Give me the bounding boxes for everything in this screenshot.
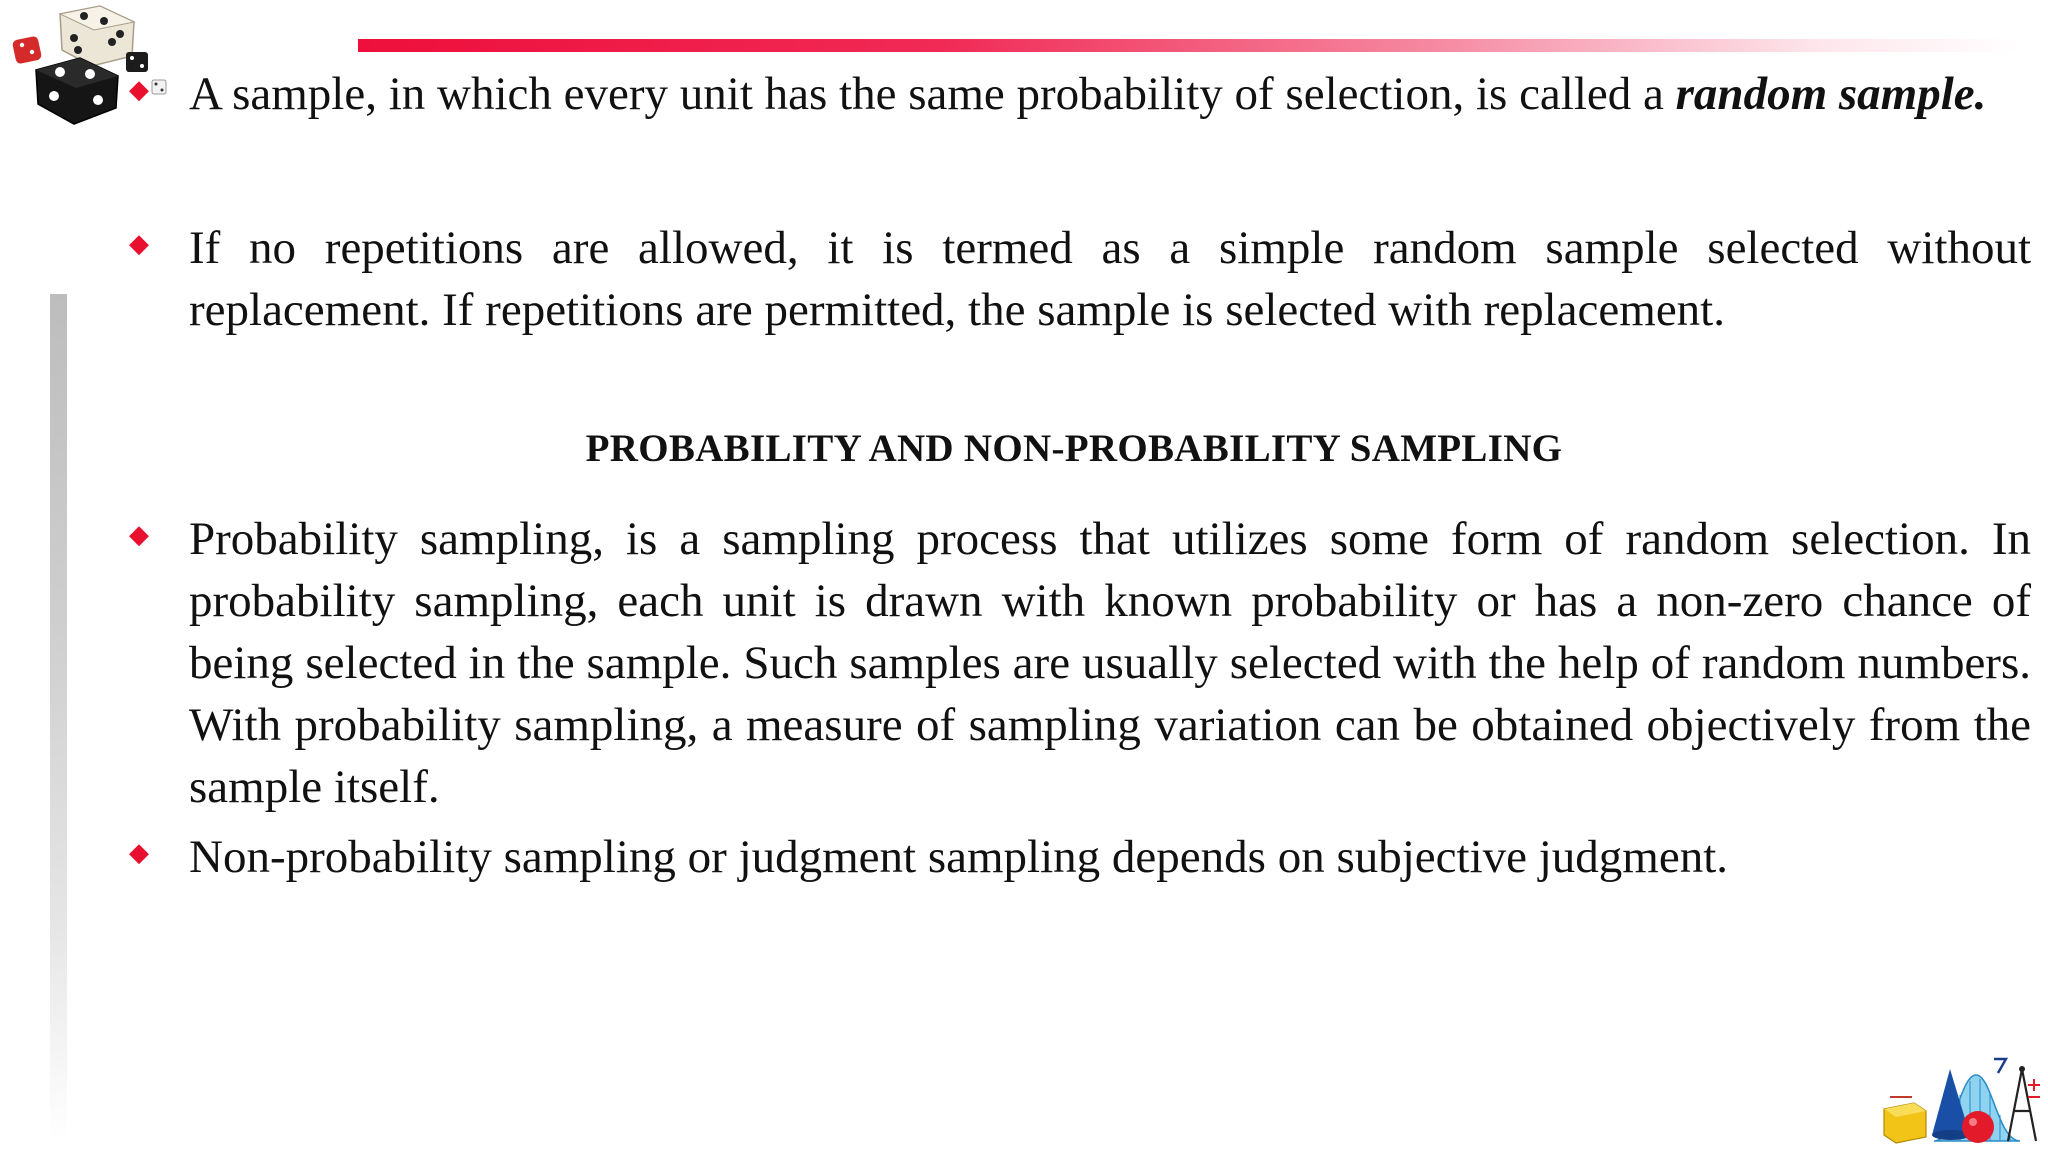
diamond-bullet-icon: ◆ (129, 75, 149, 105)
diamond-bullet-icon: ◆ (129, 838, 149, 868)
bullet-replacement (129, 217, 2031, 341)
section-heading: PROBABILITY AND NON-PROBABILITY SAMPLING (585, 427, 1563, 470)
diamond-bullet-icon: ◆ (129, 229, 149, 259)
bullet-non-probability-sampling (129, 826, 2031, 888)
diamond-bullet-icon: ◆ (129, 520, 149, 550)
bullet-random-sample (129, 63, 2031, 125)
bullet-text: Non-probability sampling or judgment sampling depends on subjective judgment. (189, 831, 1729, 883)
bullet-probability-sampling (129, 508, 2031, 818)
bullet-text: Probability sampling, is a sampling process that utilizes some form of random selection. In probability sampling, each unit is drawn with known probability or has a non-zero chance of being selected in the sample. Such samples are usually selected with the help of random numbers. With probability sampling, a measure of sampling variation can be obtained objectively from the sample itself. (189, 513, 2031, 813)
emphasis-random-sample: random sample. (1675, 68, 1987, 120)
bullet-text: A sample, in which every unit has the same probability of selection, is called a (189, 68, 1676, 120)
bullet-text: If no repetitions are allowed, it is termed as a simple random sample selected without replacement. If repetitions are permitted, the sample is selected with replacement. (189, 222, 2031, 336)
